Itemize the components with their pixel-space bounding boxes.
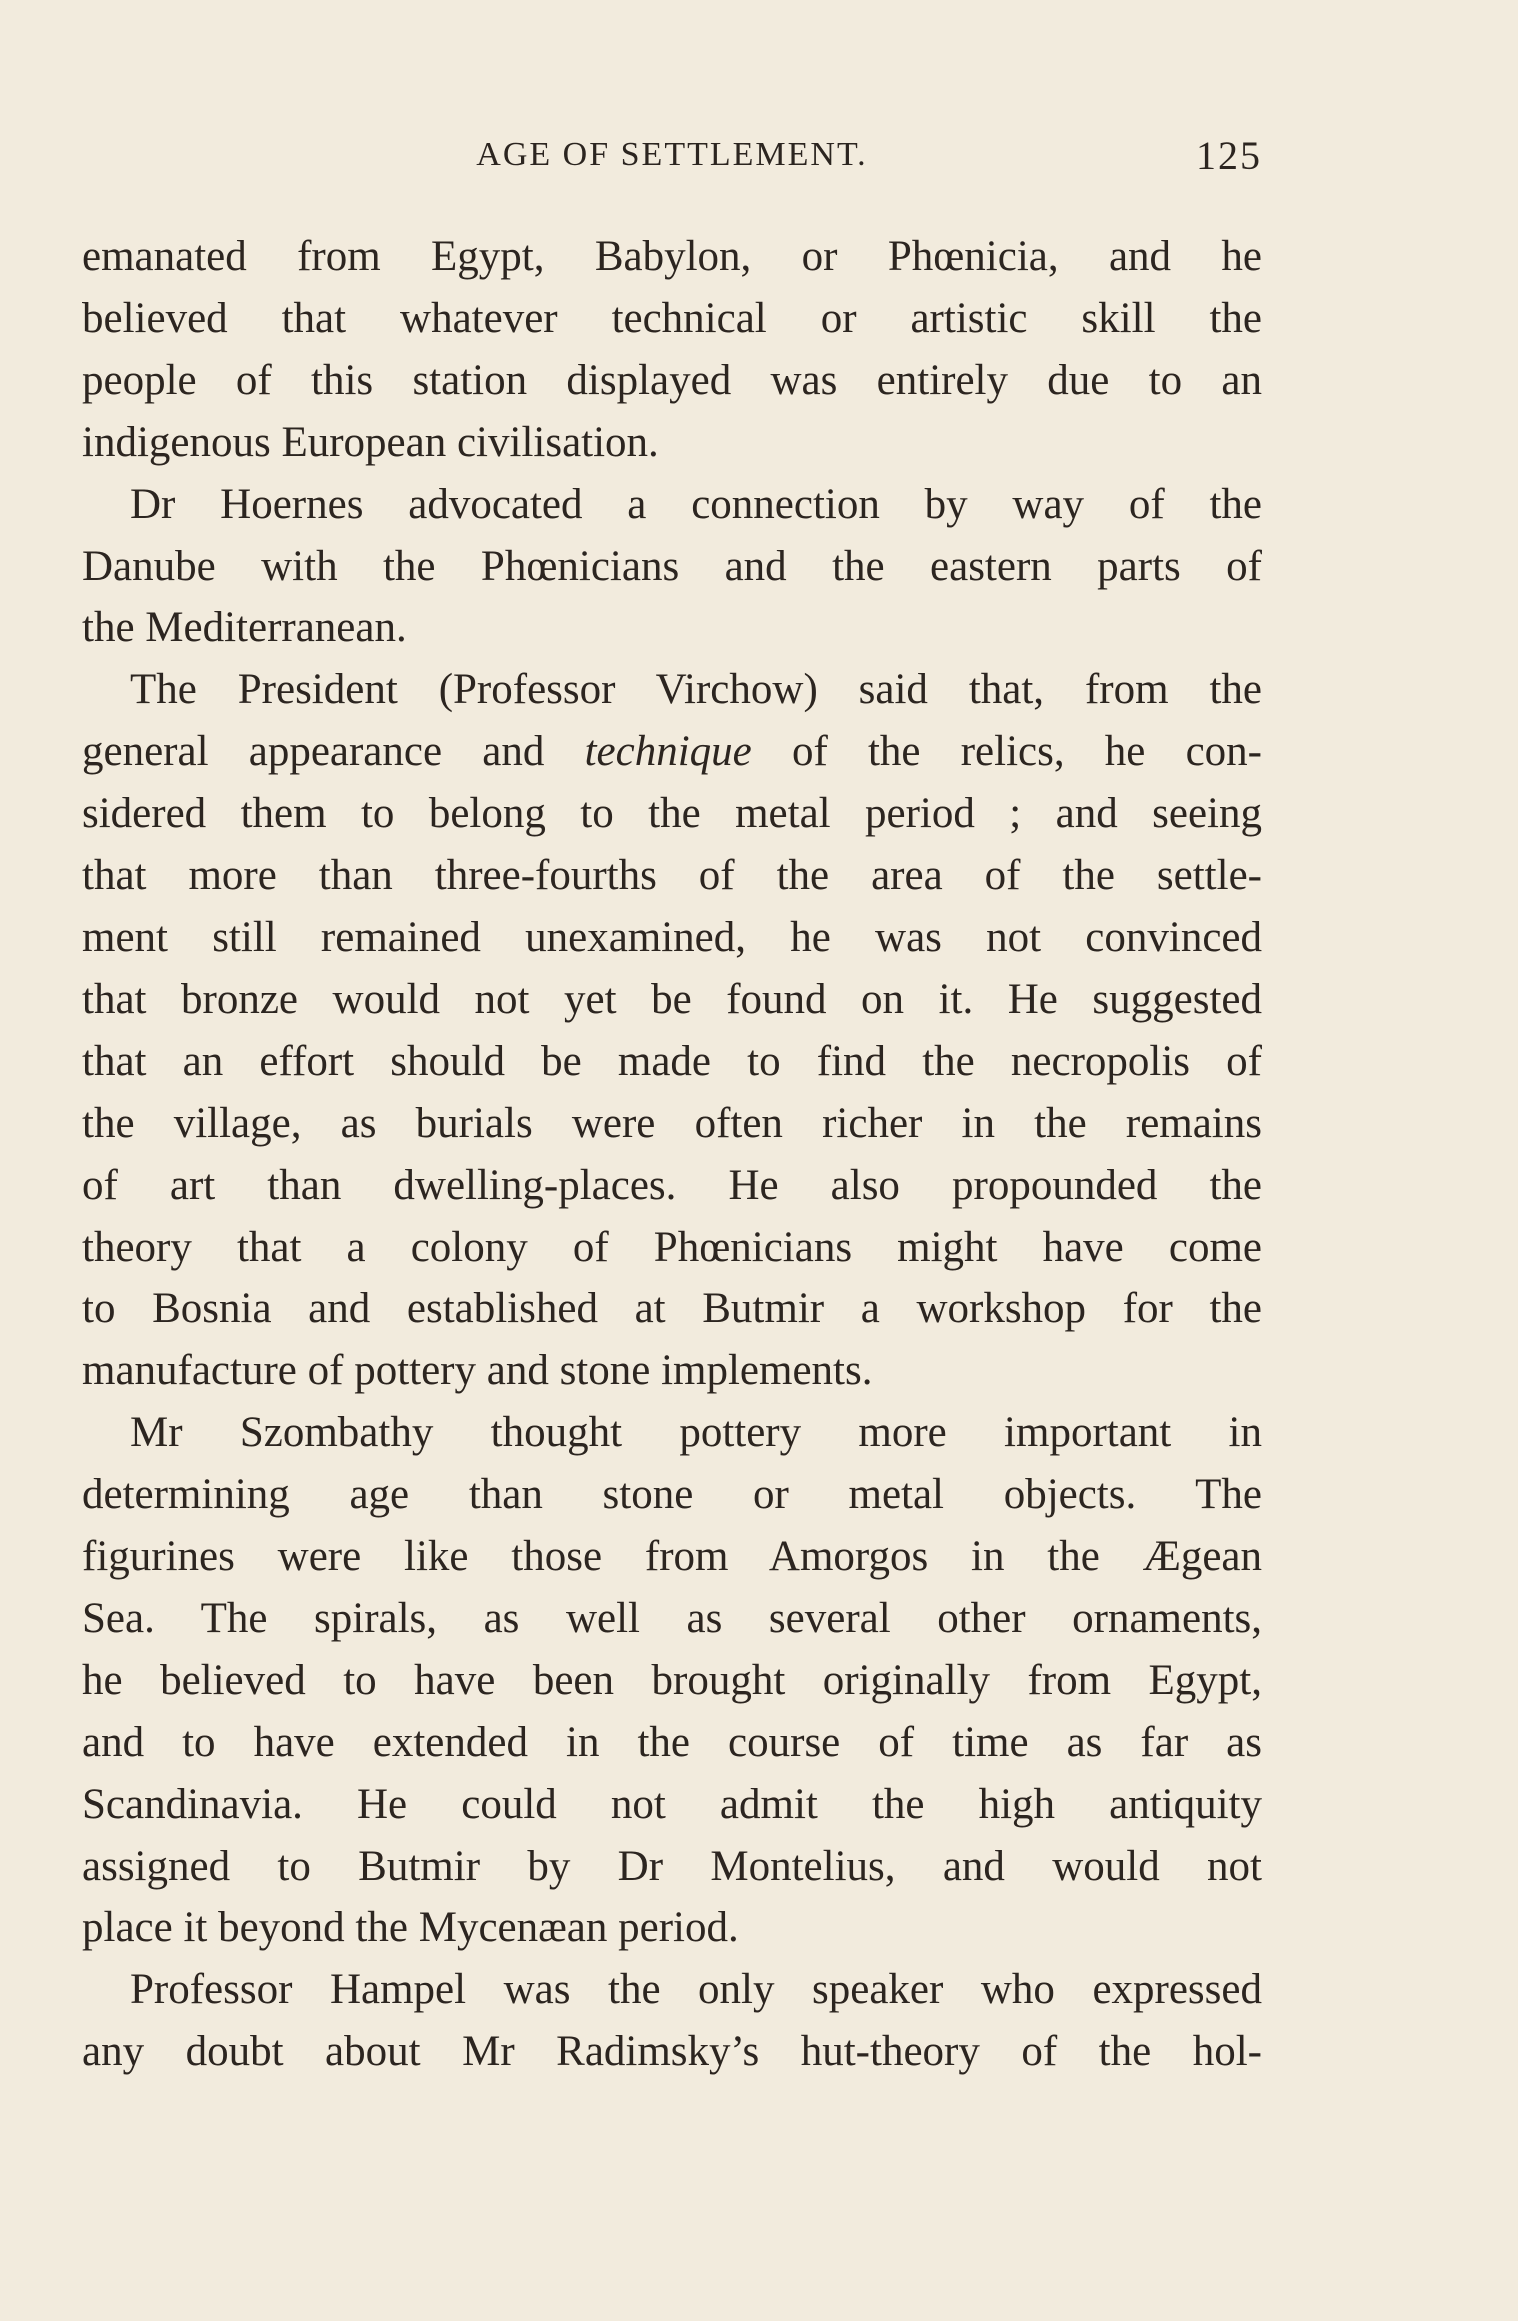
text-line: Mr Szombathy thought pottery more important in: [130, 1409, 1262, 1457]
text-line: theory that a colony of Phœnicians might have come: [82, 1223, 1262, 1271]
text-line: figurines were like those from Amorgos in the Ægean: [82, 1533, 1262, 1581]
text-line: place it beyond the Mycenæan period.: [82, 1904, 739, 1952]
text-line: the Mediterranean.: [82, 604, 407, 652]
text-line: Sea. The spirals, as well as several other ornaments,: [82, 1594, 1262, 1642]
text-line: Dr Hoernes advocated a connection by way of the: [130, 480, 1262, 528]
paragraph-2: [82, 474, 1262, 660]
text-line-with-italic: [82, 721, 1262, 783]
text-line: believed that whatever technical or artistic skill the: [82, 294, 1262, 342]
body-text: [82, 226, 1262, 2083]
text-segment: general appearance and: [82, 728, 585, 776]
text-line: emanated from Egypt, Babylon, or Phœnicia, and he: [82, 233, 1262, 280]
text-line: any doubt about Mr Radimsky’s hut-theory of the hol-: [82, 2028, 1262, 2076]
text-line: of art than dwelling-places. He also propounded the: [82, 1161, 1262, 1209]
running-title: AGE OF SETTLEMENT.: [476, 136, 868, 173]
italic-term-technique: technique: [584, 728, 752, 776]
page-number: 125: [1196, 133, 1262, 178]
text-line: that more than three-fourths of the area of the settle-: [82, 852, 1262, 900]
paragraph-1: [82, 226, 1262, 474]
text-line: and to have extended in the course of time as far as: [82, 1718, 1262, 1766]
paragraph-4: [82, 1402, 1262, 1959]
text-line: assigned to Butmir by Dr Montelius, and would not: [82, 1842, 1262, 1890]
text-line: Danube with the Phœnicians and the eastern parts of: [82, 542, 1262, 590]
text-line: that an effort should be made to find the necropolis of: [82, 1037, 1262, 1085]
text-line: Scandinavia. He could not admit the high antiquity: [82, 1780, 1262, 1828]
text-line: people of this station displayed was entirely due to an: [82, 356, 1262, 404]
text-line: ment still remained unexamined, he was not convinced: [82, 913, 1262, 961]
text-segment: of the relics, he con-: [751, 728, 1262, 776]
paragraph-5: [82, 1959, 1262, 2083]
text-line: The President (Professor Virchow) said that, from the: [130, 666, 1262, 714]
text-line: that bronze would not yet be found on it. He suggested: [82, 975, 1262, 1023]
text-line: sidered them to belong to the metal period ; and seeing: [82, 790, 1262, 838]
text-line: to Bosnia and established at Butmir a workshop for the: [82, 1285, 1262, 1333]
paragraph-3: [82, 659, 1262, 1402]
text-line: Professor Hampel was the only speaker who expressed: [130, 1966, 1262, 2014]
text-line: indigenous European civilisation.: [82, 418, 659, 466]
text-line: determining age than stone or metal objects. The: [82, 1471, 1262, 1519]
running-head: [82, 133, 1262, 184]
text-line: manufacture of pottery and stone implements.: [82, 1347, 873, 1395]
text-line: the village, as burials were often richer in the remains: [82, 1099, 1262, 1147]
text-line: he believed to have been brought originally from Egypt,: [82, 1656, 1262, 1704]
